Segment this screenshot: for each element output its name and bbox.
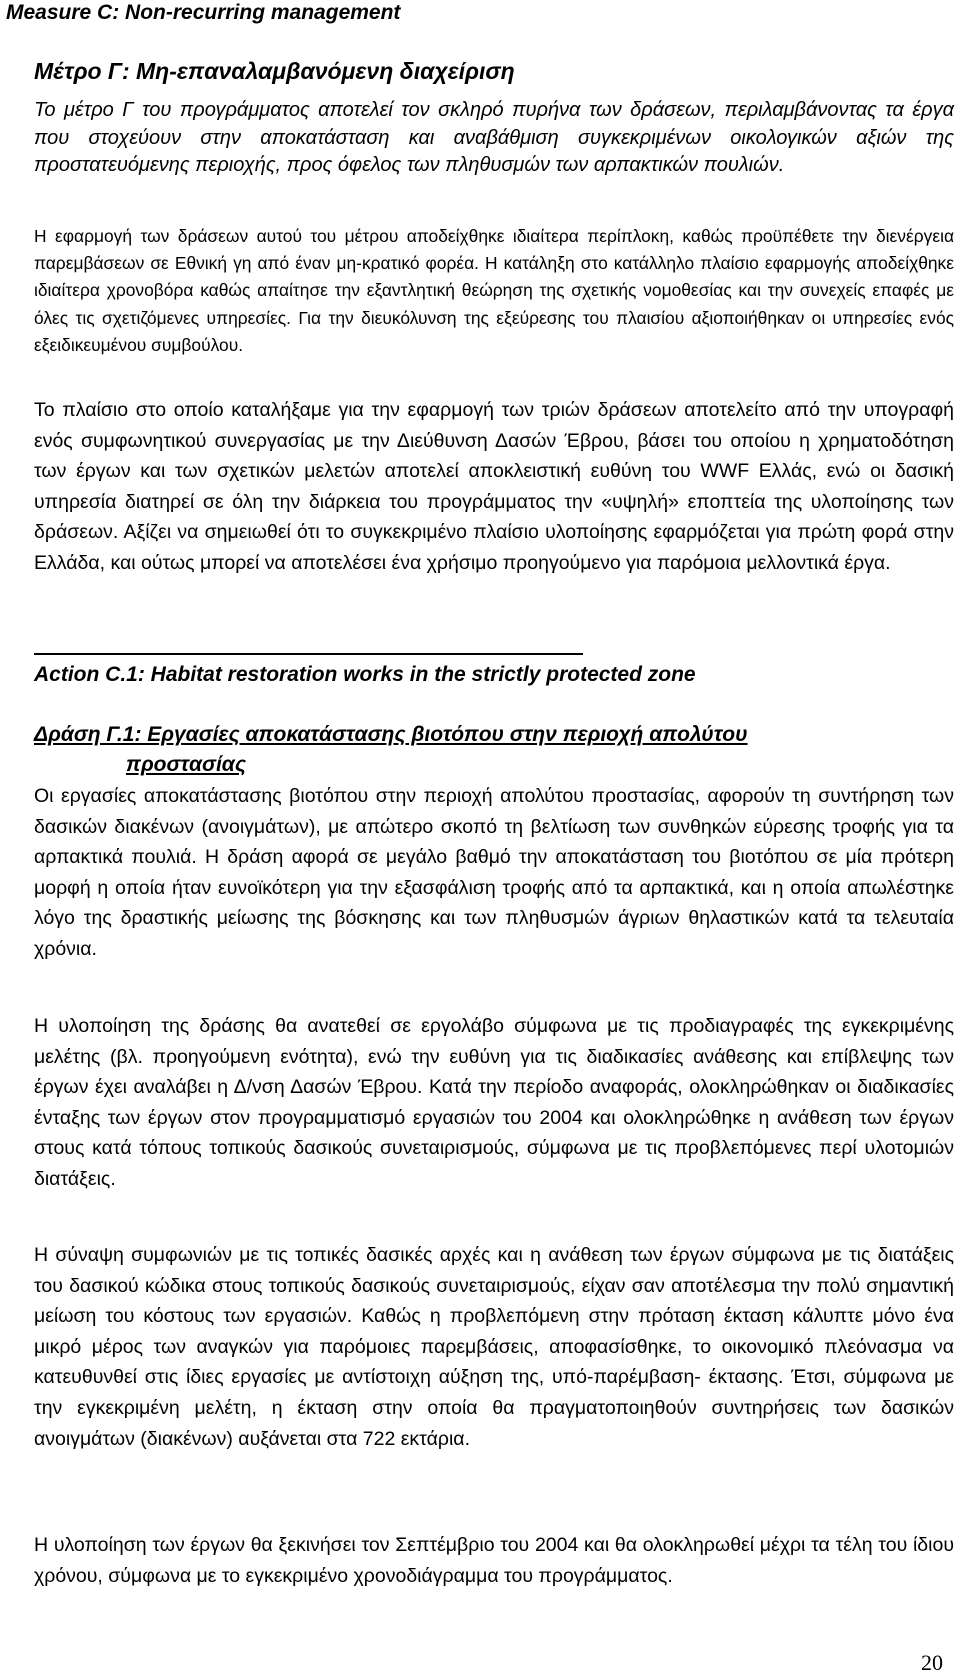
action-heading-gr-line2: προστασίας	[126, 753, 247, 776]
implementation-paragraph: Η εφαρμογή των δράσεων αυτού του μέτρου αποδείχθηκε ιδιαίτερα περίπλοκη, καθώς προϋπέθετε την διενέργεια παρεμβάσεων σε Εθνική γη από έναν μη-κρατικό φορέα. Η κατάληξη στο κατάλληλο πλαίσιο εφαρμογής αποδείχθηκε ιδιαίτερα χρονοβόρα καθώς απαίτησε την εξαντλητική θεώρηση της σχετικής νομοθεσίας και την συνεχείς επαφές με όλες τις σχετιζόμενες υπηρεσίες. Για την διευκόλυνση της εξεύρεσης του πλαισίου αξιοποιήθηκαν οι υπηρεσίες ενός εξειδικευμένου συμβούλου.	[34, 226, 954, 355]
page-number: 20	[921, 1650, 943, 1675]
measure-heading-gr: Μέτρο Γ: Μη-επαναλαμβανόμενη διαχείριση	[34, 58, 515, 84]
schedule-paragraph: Η υλοποίηση των έργων θα ξεκινήσει τον Σεπτέμβριο του 2004 και θα ολοκληρωθεί μέχρι τα τέλη του ίδιου χρόνου, σύμφωνα με το εγκεκριμένο χρονοδιάγραμμα του προγράμματος.	[34, 1534, 954, 1587]
measure-heading-en: Measure C: Non-recurring management	[6, 1, 401, 24]
action-heading-en: Action C.1: Habitat restoration works in the strictly protected zone	[34, 663, 696, 686]
action-heading-gr	[34, 720, 934, 780]
contracts-paragraph: Η σύναψη συμφωνιών με τις τοπικές δασικές αρχές και η ανάθεση των έργων σύμφωνα με τις διατάξεις του δασικού κώδικα στους τοπικούς δασικούς συνεταιρισμούς, είχαν σαν αποτέλεσμα την πολύ σημαντική μείωση του κόστους των εργασιών. Καθώς η προβλεπόμενη στην πρόταση έκταση κάλυπτε μόνο ένα μικρό μέρος των αναγκών για παρόμοιες παρεμβάσεις, αποφασίσθηκε, το οικονομικό πλεόνασμα να κατευθυνθεί στις ίδιες εργασίες με αντίστοιχη αύξηση της, υπό-παρέμβαση- έκτασης. Έτσι, σύμφωνα με την εγκεκριμένη μελέτη, η έκταση στην οποία θα πραγματοποιηθούν συντηρήσεις των δασικών ανοιγμάτων (διακένων) αυξάνεται στα 722 εκτάρια.	[34, 1244, 954, 1450]
intro-paragraph: Το μέτρο Γ του προγράμματος αποτελεί τον σκληρό πυρήνα των δράσεων, περιλαμβάνοντας τα έργα που στοχεύουν στην αποκατάσταση και αναβάθμιση συγκεκριμένων οικολογικών αξιών της προστατευόμενης περιοχής, προς όφελος των πληθυσμών των αρπακτικών πουλιών.	[34, 99, 954, 176]
framework-paragraph: Το πλαίσιο στο οποίο καταλήξαμε για την εφαρμογή των τριών δράσεων αποτελείτο από την υπογραφή ενός συμφωνητικού συνεργασίας με την Διεύθυνση Δασών Έβρου, βάσει του οποίου η χρηματοδότηση των έργων και των σχετικών μελετών αποτελεί αποκλειστική ευθύνη του WWF Ελλάς, ενώ οι δασική υπηρεσία διατηρεί σε όλη την διάρκεια του προγράμματος την «υψηλή» εποπτεία της υλοποίησης των δράσεων. Αξίζει να σημειωθεί ότι το συγκεκριμένο πλαίσιο υλοποίησης εφαρμόζεται για πρώτη φορά στην Ελλάδα, και ούτως μπορεί να αποτελέσει ένα χρήσιμο προηγούμενο για παρόμοια μελλοντικά έργα.	[34, 399, 954, 574]
action-heading-gr-line1: Δράση Γ.1: Εργασίες αποκατάστασης βιοτόπου στην περιοχή απολύτου	[34, 723, 748, 746]
execution-paragraph: Η υλοποίηση της δράσης θα ανατεθεί σε εργολάβο σύμφωνα με τις προδιαγραφές της εγκεκριμένης μελέτης (βλ. προηγούμενη ενότητα), ενώ την ευθύνη για τις διαδικασίες ανάθεσης και επίβλεψης των έργων έχει αναλάβει η Δ/νση Δασών Έβρου. Κατά την περίοδο αναφοράς, ολοκληρώθηκαν οι διαδικασίες ένταξης των έργων στον προγραμματισμό εργασιών του 2004 και ολοκληρώθηκε η ανάθεση των έργων στους κατά τόπους τοπικούς δασικούς συνεταιρισμούς, σύμφωνα με τις προβλεπόμενες περί υλοτομιών διατάξεις.	[34, 1015, 954, 1190]
works-paragraph: Οι εργασίες αποκατάστασης βιοτόπου στην περιοχή απολύτου προστασίας, αφορούν τη συντήρηση των δασικών διακένων (ανοιγμάτων), με απώτερο σκοπό τη βελτίωση των συνθηκών εύρεσης τροφής για τα αρπακτικά πουλιά. Η δράση αφορά σε μεγάλο βαθμό την αποκατάσταση του βιοτόπου σε μία πρότερη μορφή η οποία ήταν ευνοϊκότερη για την εξασφάλιση τροφής από τα αρπακτικά, και η οποία απωλέστηκε λόγο της δραστικής μείωσης της βόσκησης και των πληθυσμών άγριων θηλαστικών κατά τα τελευταία χρόνια.	[34, 785, 954, 960]
section-divider	[34, 653, 583, 655]
